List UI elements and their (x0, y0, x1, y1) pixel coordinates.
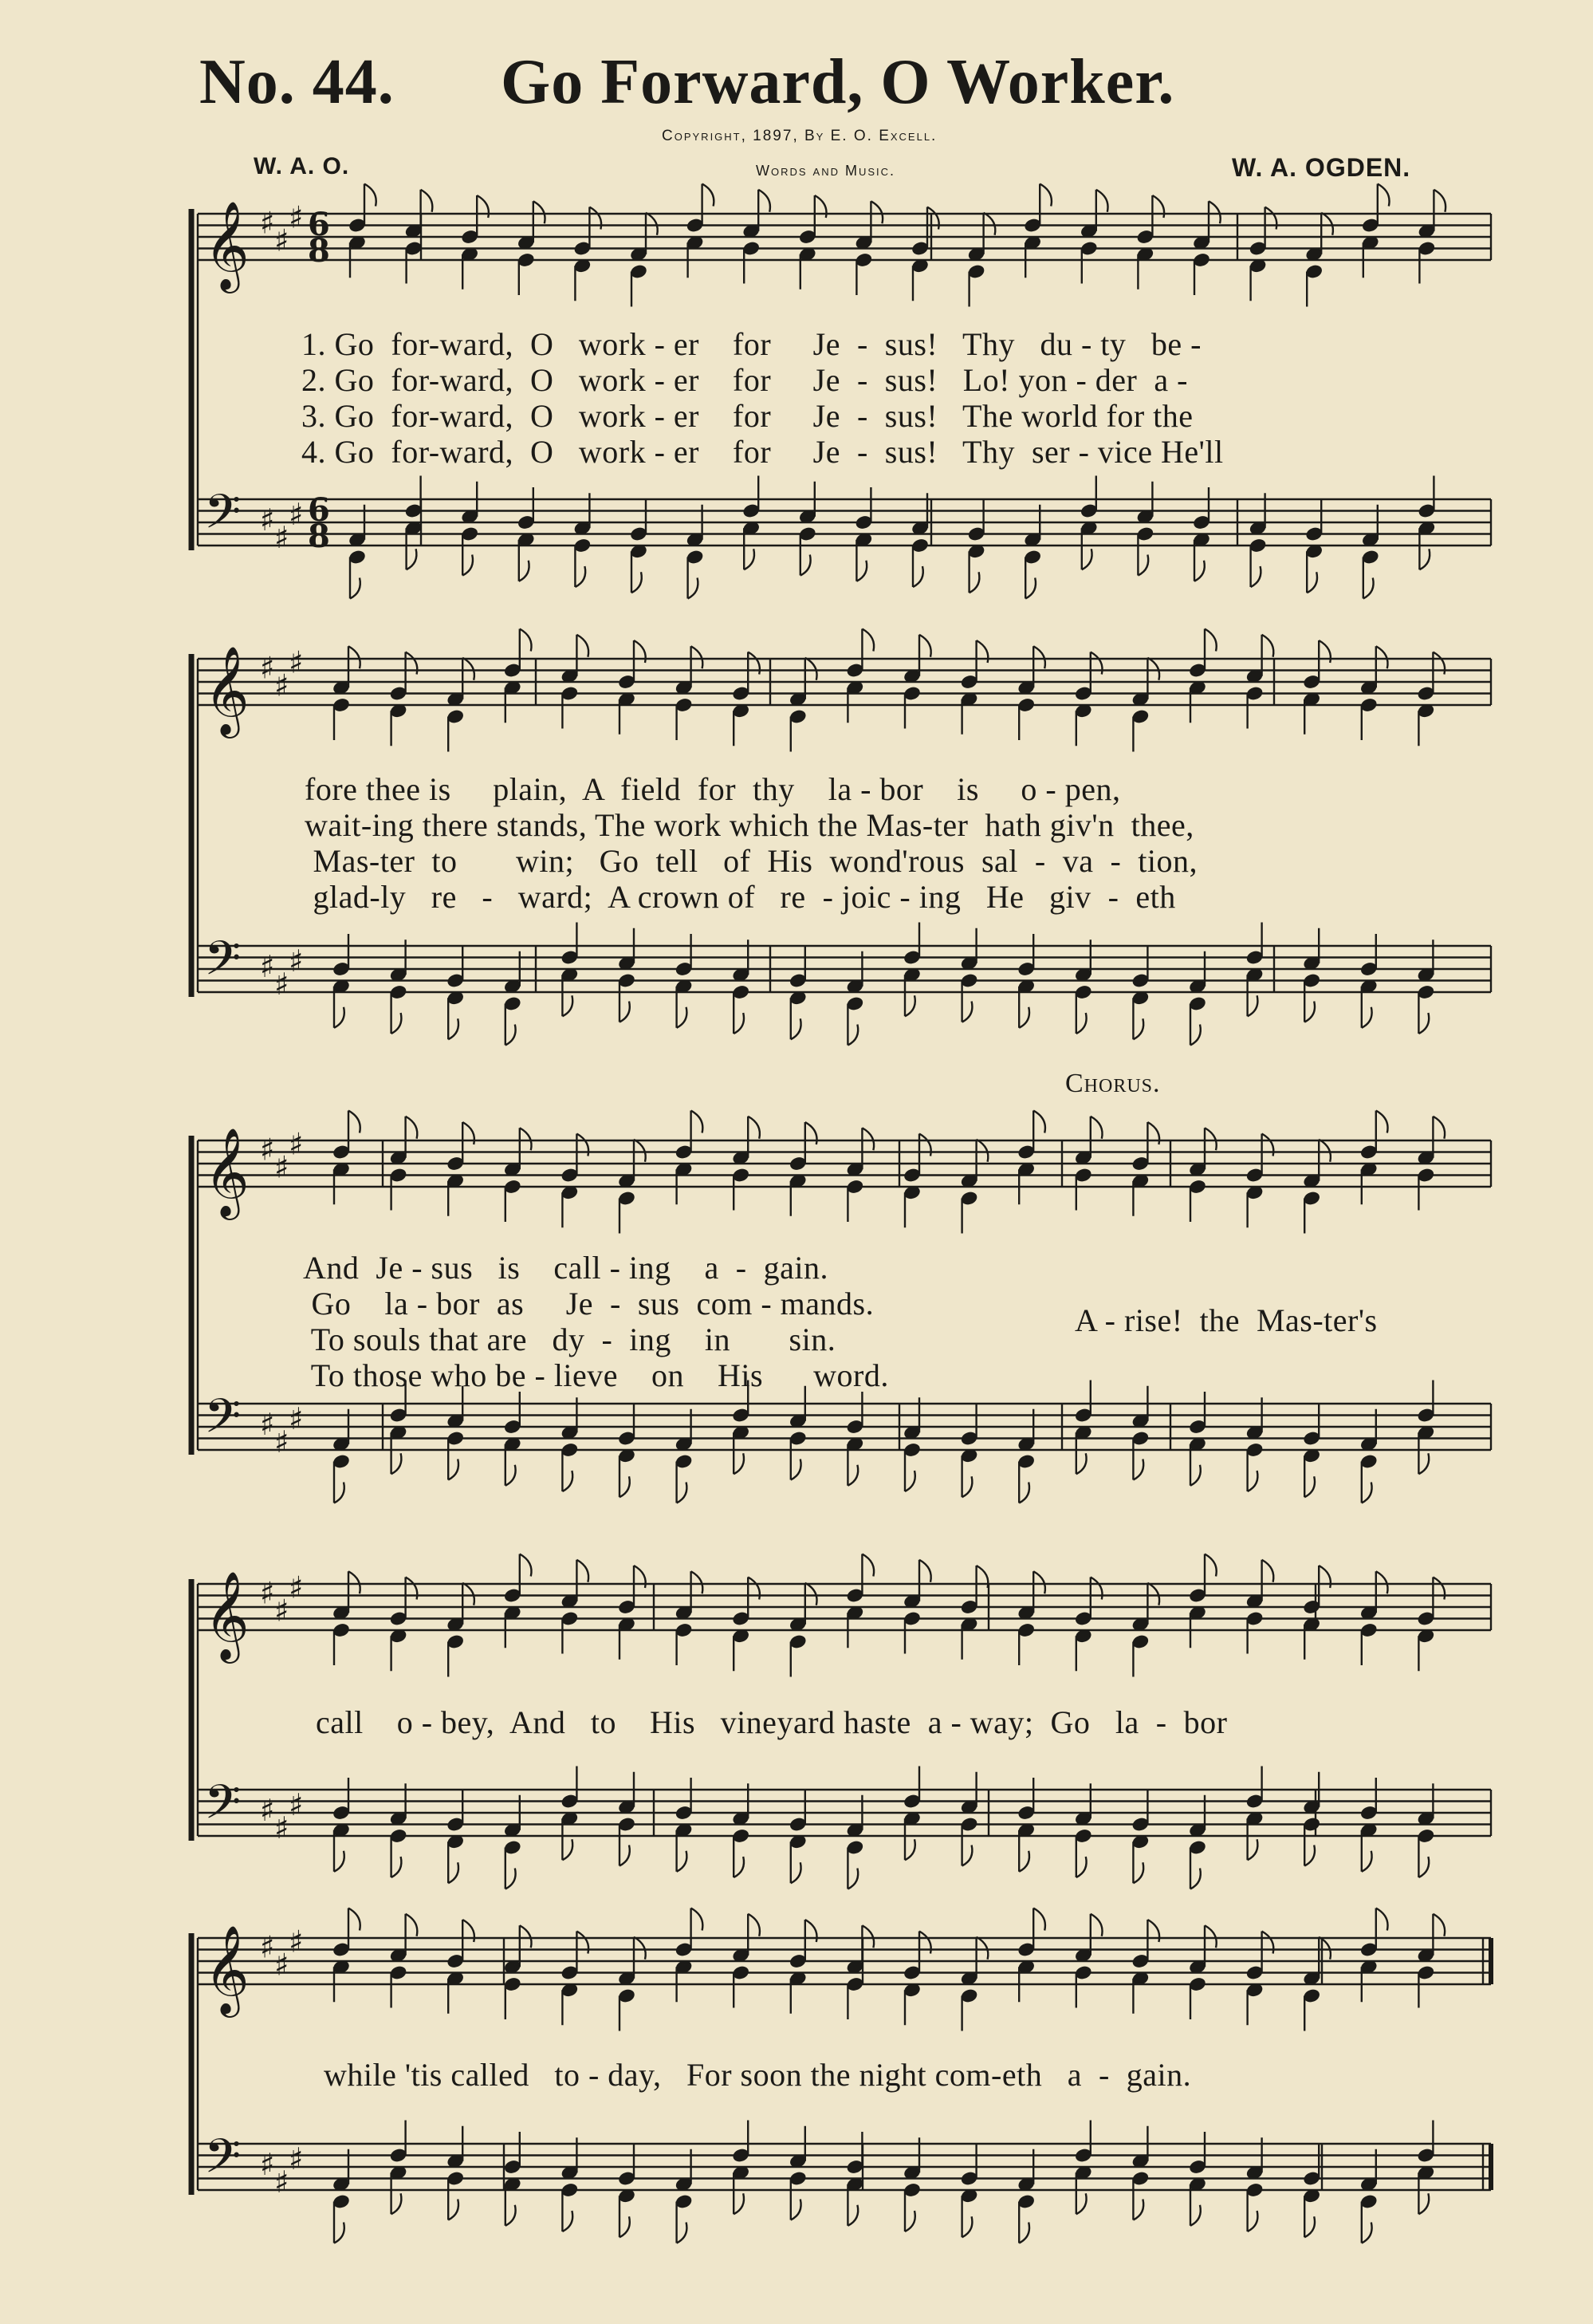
system2-note-flag (1262, 635, 1274, 657)
system1-note-flag (1419, 549, 1430, 569)
system2-note-flag (1076, 1013, 1087, 1034)
system2-note-flag (520, 629, 532, 652)
system4-note-flag (919, 1560, 931, 1582)
system1-note-flag (856, 561, 867, 581)
system4-note-flag (334, 1851, 344, 1872)
system5-note-flag (1362, 2223, 1372, 2243)
system5-note-flag (862, 1925, 874, 1948)
system1-sharp-sign: ♯ (289, 496, 304, 532)
system4-note-flag (1147, 1583, 1159, 1605)
system3-note-flag (334, 1483, 344, 1503)
system4-note-flag (862, 1554, 874, 1577)
system5-note-flag (505, 2205, 516, 2226)
system4-note-flag (1418, 1857, 1429, 1877)
system1-note-flag (1307, 572, 1317, 593)
system5-note-flag (391, 2193, 402, 2214)
system4-note-flag (520, 1554, 532, 1577)
system3-verse2-lyric: Go la - bor as Je - sus com - mands. (303, 1286, 875, 1322)
system2-note-flag (348, 646, 360, 668)
system3-note-flag (562, 1471, 572, 1491)
system2-note-flag (791, 1018, 801, 1039)
system2-note-flag (576, 635, 588, 657)
system4-note-flag (1304, 1845, 1315, 1866)
system3-note-flag (1205, 1128, 1217, 1150)
system2-note-flag (805, 658, 817, 680)
system1-note-flag (1251, 566, 1261, 587)
system4-note-flag (1376, 1571, 1388, 1593)
system4-sharp-sign: ♯ (274, 1593, 289, 1629)
system5-note-flag (1418, 2193, 1429, 2214)
system1-verse4-lyric: 4. Go for-ward, O work - er for Je - sus! Thy ser - vice He'll (301, 434, 1224, 470)
system3-note-flag (391, 1453, 402, 1474)
system5-note-flag (748, 1914, 760, 1936)
system1-sharp-sign: ♯ (289, 199, 304, 235)
system3-sharp-sign: ♯ (289, 1126, 304, 1162)
system1-note-flag (688, 578, 698, 599)
system2-note-flag (562, 995, 572, 1016)
system2-note-flag (620, 1002, 630, 1022)
system5-sharp-sign: ♯ (289, 2141, 304, 2176)
system1-note-flag (1025, 578, 1036, 599)
system2-note-flag (848, 1025, 858, 1046)
system1-note-flag (970, 572, 980, 593)
system1-note-flag (744, 549, 754, 569)
system5-note-flag (677, 2223, 687, 2243)
system5-note-flag (962, 2216, 973, 2237)
system1-time-sig-top: 6 (308, 206, 330, 243)
system1-note-flag (1194, 561, 1205, 581)
system4-note-flag (1190, 1869, 1201, 1889)
chorus-first-lyric: A - rise! the Mas-ter's (1075, 1302, 1378, 1338)
system1-note-flag (800, 555, 811, 576)
system3-note-flag (862, 1128, 874, 1150)
system5-note-flag (734, 2193, 744, 2214)
system2-note-flag (1133, 1018, 1143, 1039)
system1-note-flag (871, 201, 883, 223)
system1-verse1-lyric: 1. Go for-ward, O work - er for Je - sus! Thy du - ty be - (301, 326, 1202, 362)
system1-note-flag (913, 566, 923, 587)
system1-sharp-sign: ♯ (260, 502, 275, 538)
system3-sharp-sign: ♯ (260, 1132, 275, 1168)
system2-sharp-sign: ♯ (289, 943, 304, 979)
system3-verse3-lyric: To souls that are dy - ing in sin. (303, 1322, 836, 1357)
system2-note-flag (862, 629, 874, 652)
system1-note-flag (702, 184, 714, 207)
system1-time-sig-top: 6 (308, 491, 330, 529)
system1-note-flag (575, 566, 585, 587)
system3-sharp-sign: ♯ (260, 1407, 275, 1442)
system4-note-flag (1076, 1857, 1087, 1877)
system2-note-flag (1019, 1007, 1029, 1028)
system1-time-sig-bottom: 8 (308, 518, 330, 555)
system3-sharp-sign: ♯ (274, 1424, 289, 1459)
system2-sharp-sign: ♯ (260, 650, 275, 686)
system1-verse3-lyric: 3. Go for-ward, O work - er for Je - sus! The world for the (301, 398, 1194, 434)
chorus-label: Chorus. (1065, 1069, 1161, 1098)
system1-note-flag (646, 213, 658, 235)
system2-note-flag (691, 646, 703, 668)
system2-note-flag (919, 635, 931, 657)
system3-note-flag (905, 1471, 915, 1491)
system4-sharp-sign: ♯ (274, 1810, 289, 1845)
system1-sharp-sign: ♯ (260, 205, 275, 241)
system2-note-flag (1376, 646, 1388, 668)
system5-note-flag (691, 1908, 703, 1931)
system3-note-flag (1319, 1140, 1331, 1162)
system4-note-flag (677, 1851, 687, 1872)
system1-note-flag (631, 572, 642, 593)
system2-treble-clef: 𝄞 (204, 645, 250, 735)
system4-note-flag (1019, 1851, 1029, 1872)
system4-note-flag (734, 1857, 744, 1877)
system1-note-flag (350, 578, 360, 599)
system1-time-sig-bottom: 8 (308, 232, 330, 270)
system1-sharp-sign: ♯ (274, 519, 289, 555)
system3-note-flag (634, 1140, 646, 1162)
system2-verse4-lyric: glad-ly re - ward; A crown of re - joic - ing He giv - eth (305, 879, 1176, 915)
system4-note-flag (1362, 1851, 1372, 1872)
system3-note-flag (848, 1465, 858, 1486)
system4-treble-clef: 𝄞 (204, 1570, 250, 1660)
system3-note-flag (677, 1483, 687, 1503)
system3-note-flag (1190, 1465, 1201, 1486)
system4-note-flag (848, 1869, 858, 1889)
system3-note-flag (1418, 1453, 1429, 1474)
system5-note-flag (1205, 1925, 1217, 1948)
system3-sharp-sign: ♯ (274, 1149, 289, 1185)
system5-note-flag (562, 2211, 572, 2231)
system2-sharp-sign: ♯ (260, 949, 275, 984)
system2-note-flag (1418, 1013, 1429, 1034)
system1-note-flag (364, 184, 376, 207)
system2-note-flag (334, 1007, 344, 1028)
system3-note-flag (748, 1117, 760, 1139)
system3-note-flag (734, 1453, 744, 1474)
system4-note-flag (691, 1571, 703, 1593)
system4-sharp-sign: ♯ (289, 1570, 304, 1605)
system3-note-flag (1376, 1111, 1388, 1133)
system3-note-flag (448, 1459, 458, 1480)
system2-sharp-sign: ♯ (289, 644, 304, 680)
system5-note-flag (1319, 1937, 1331, 1960)
system1-note-flag (1096, 190, 1108, 212)
system5-note-flag (1433, 1914, 1445, 1936)
system1-note-flag (1363, 578, 1374, 599)
system5-note-flag (848, 2205, 858, 2226)
system5-note-flag (977, 1937, 989, 1960)
system2-note-flag (505, 1025, 516, 1046)
system2-note-flag (677, 1007, 687, 1028)
system1-sharp-sign: ♯ (274, 223, 289, 258)
system3-note-flag (520, 1128, 532, 1150)
system5-note-flag (620, 2216, 630, 2237)
system2-verse1-lyric: fore thee is plain, A field for thy la - bor is o - pen, (305, 771, 1121, 807)
system4-note-flag (1033, 1571, 1045, 1593)
system4-sharp-sign: ♯ (260, 1575, 275, 1611)
system5-sharp-sign: ♯ (274, 1947, 289, 1983)
system2-note-flag (734, 1013, 744, 1034)
system3-note-flag (1362, 1483, 1372, 1503)
system1-note-flag (1378, 184, 1390, 207)
system4-note-flag (462, 1583, 474, 1605)
system5-sharp-sign: ♯ (274, 2164, 289, 2200)
system5-treble-clef: 𝄞 (204, 1924, 250, 2014)
system5-bass-clef: 𝄢 (204, 2128, 242, 2196)
system2-note-flag (391, 1013, 402, 1034)
system3-note-flag (977, 1140, 989, 1162)
system3-note-flag (348, 1111, 360, 1133)
system3-note-flag (962, 1476, 973, 1497)
system5-note-flag (905, 2211, 915, 2231)
system1-note-flag (1138, 555, 1148, 576)
system5-note-flag (520, 1925, 532, 1948)
system4-note-flag (1205, 1554, 1217, 1577)
system4-note-flag (1133, 1862, 1143, 1883)
system5-note-flag (1248, 2211, 1258, 2231)
system4-sharp-sign: ♯ (289, 1786, 304, 1822)
system5-note-flag (1133, 2200, 1143, 2220)
system5-note-flag (1304, 2216, 1315, 2237)
lyricist-credit: W. A. O. (254, 153, 350, 179)
system4-lyric: call o - bey, And to His vineyard haste a - way; Go la - bor (316, 1704, 1228, 1740)
system5-note-flag (1376, 1908, 1388, 1931)
system2-note-flag (1304, 1002, 1315, 1022)
system5-note-flag (1019, 2223, 1029, 2243)
system5-note-flag (634, 1937, 646, 1960)
system2-note-flag (1147, 658, 1159, 680)
system4-note-flag (1248, 1839, 1258, 1860)
system5-note-flag (1033, 1908, 1045, 1931)
words-and-music-note: Words and Music. (756, 163, 896, 179)
system1-note-flag (519, 561, 529, 581)
system4-note-flag (448, 1862, 458, 1883)
system1-note-flag (407, 549, 417, 569)
system4-bass-clef: 𝄢 (204, 1774, 242, 1841)
system2-note-flag (962, 1002, 973, 1022)
system5-sharp-sign: ♯ (289, 1924, 304, 1960)
system3-note-flag (505, 1465, 516, 1486)
system2-note-flag (1362, 1007, 1372, 1028)
system3-note-flag (620, 1476, 630, 1497)
system3-note-flag (1433, 1117, 1445, 1139)
system4-note-flag (576, 1560, 588, 1582)
system3-bass-clef: 𝄢 (204, 1388, 242, 1455)
system4-note-flag (348, 1571, 360, 1593)
system3-note-flag (791, 1459, 801, 1480)
system3-verse4-lyric: To those who be - lieve on His word. (303, 1357, 889, 1393)
system4-note-flag (962, 1845, 973, 1866)
system5-sharp-sign: ♯ (260, 2147, 275, 2182)
system4-note-flag (905, 1839, 915, 1860)
system5-note-flag (1091, 1914, 1103, 1936)
system1-note-flag (462, 555, 473, 576)
hymn-number: No. 44. (199, 47, 395, 117)
system2-note-flag (1190, 1025, 1201, 1046)
system5-note-flag (791, 2200, 801, 2220)
system2-sharp-sign: ♯ (274, 668, 289, 703)
system5-note-flag (406, 1914, 418, 1936)
system5-note-flag (348, 1908, 360, 1931)
system5-sharp-sign: ♯ (260, 1929, 275, 1965)
system2-note-flag (462, 658, 474, 680)
system2-note-flag (448, 1018, 458, 1039)
composer-credit: W. A. OGDEN. (1232, 153, 1411, 182)
system3-note-flag (691, 1111, 703, 1133)
system3-note-flag (1248, 1471, 1258, 1491)
system3-note-flag (1304, 1476, 1315, 1497)
system3-treble-clef: 𝄞 (204, 1127, 250, 1216)
system1-bass-clef: 𝄢 (204, 483, 242, 551)
system2-sharp-sign: ♯ (274, 966, 289, 1002)
system3-note-flag (1076, 1453, 1087, 1474)
system3-note-flag (406, 1117, 418, 1139)
system1-note-flag (421, 190, 433, 212)
system1-note-flag (1209, 201, 1221, 223)
system3-note-flag (1019, 1483, 1029, 1503)
system3-sharp-sign: ♯ (289, 1400, 304, 1436)
system3-note-flag (1033, 1111, 1045, 1133)
system1-note-flag (1321, 213, 1333, 235)
system5-lyric: while 'tis called to - day, For soon the night com-eth a - gain. (324, 2057, 1192, 2093)
system3-verse1-lyric: And Je - sus is call - ing a - gain. (303, 1250, 828, 1286)
system2-verse3-lyric: Mas-ter to win; Go tell of His wond'rous sal - va - tion, (305, 843, 1198, 879)
system4-note-flag (1262, 1560, 1274, 1582)
system1-treble-clef: 𝄞 (204, 200, 250, 290)
system5-note-flag (1190, 2205, 1201, 2226)
system2-note-flag (1033, 646, 1045, 668)
system4-note-flag (805, 1583, 817, 1605)
system4-note-flag (391, 1857, 402, 1877)
system1-note-flag (984, 213, 996, 235)
system1-note-flag (1082, 549, 1092, 569)
system1-note-flag (758, 190, 770, 212)
system2-note-flag (905, 995, 915, 1016)
system3-note-flag (1133, 1459, 1143, 1480)
system5-note-flag (1076, 2193, 1087, 2214)
system1-verse2-lyric: 2. Go for-ward, O work - er for Je - sus! Lo! yon - der a - (301, 362, 1188, 398)
system1-note-flag (533, 201, 545, 223)
system5-note-flag (448, 2200, 458, 2220)
copyright-notice: Copyright, 1897, By E. O. Excell. (662, 128, 938, 144)
system4-note-flag (562, 1839, 572, 1860)
system2-note-flag (1205, 629, 1217, 652)
system2-verse2-lyric: wait-ing there stands, The work which the Mas-ter hath giv'n thee, (305, 807, 1194, 843)
system4-sharp-sign: ♯ (260, 1793, 275, 1828)
system4-note-flag (505, 1869, 516, 1889)
system1-note-flag (1040, 184, 1052, 207)
system3-note-flag (1091, 1117, 1103, 1139)
system5-note-flag (334, 2223, 344, 2243)
system4-note-flag (791, 1862, 801, 1883)
hymn-title: Go Forward, O Worker. (501, 47, 1175, 117)
system1-note-flag (1434, 190, 1446, 212)
system4-note-flag (620, 1845, 630, 1866)
system2-note-flag (1248, 995, 1258, 1016)
system2-bass-clef: 𝄢 (204, 930, 242, 998)
